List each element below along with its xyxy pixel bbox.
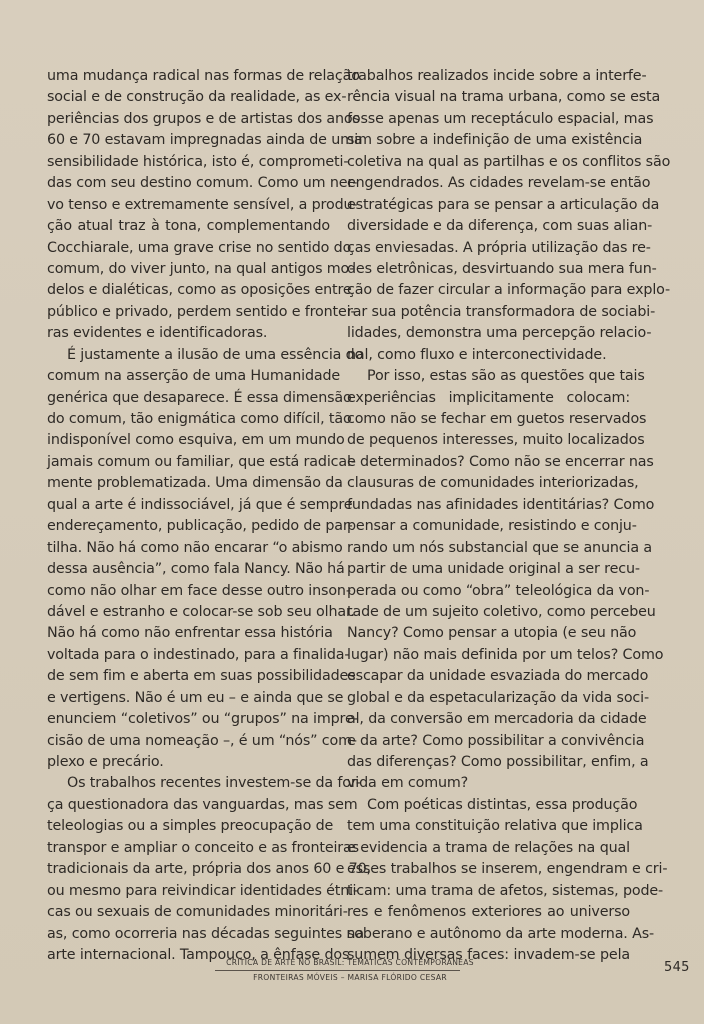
text-line: de pequenos interesses, muito localizados (347, 432, 645, 449)
text-line: Não há como não enfrentar essa história (47, 625, 333, 642)
text-line: como não olhar em face desse outro inson- (47, 582, 351, 599)
text-line: Cocchiarale, uma grave crise no sentido do (47, 239, 352, 256)
text-line: sim sobre a indefinição de uma existência (347, 132, 643, 149)
text-line: dável e estranho e colocar-se sob seu olhar. (47, 603, 355, 620)
text-line: sensibilidade histórica, isto é, comprometi- (47, 153, 349, 170)
running-footer-book-title: CRÍTICA DE ARTE NO BRASIL: TEMÁTICAS CONTEMPORÂNEAS (226, 958, 474, 967)
text-line: plexo e precário. (47, 754, 164, 770)
text-line: ras evidentes e identificadoras. (47, 325, 268, 342)
text-line: estratégicas para se pensar a articulação da (347, 196, 660, 213)
text-line: lugar) não mais definida por um telos? Como (347, 646, 664, 663)
page-number: 545 (664, 960, 690, 975)
text-line: e evidencia a trama de relações na qual (347, 839, 630, 856)
text-line: ou mesmo para reivindicar identidades étni- (47, 882, 359, 899)
text-line: trabalhos realizados incide sobre a interfe- (347, 68, 647, 84)
text-line: ção de fazer circular a informação para explo- (347, 282, 671, 299)
text-line: rar sua potência transformadora de sociabi- (347, 303, 656, 320)
text-line: e determinados? Como não se encerrar nas (347, 453, 654, 470)
text-line: tade de um sujeito coletivo, como percebeu (347, 603, 656, 620)
text-line: uma mudança radical nas formas de relação (47, 68, 360, 84)
text-line: tilha. Não há como não encarar “o abismo (47, 539, 343, 556)
text-line: 60 e 70 estavam impregnadas ainda de uma (47, 132, 363, 149)
text-line: das com seu destino comum. Como um ner- (47, 175, 358, 192)
text-line: social e de construção da realidade, as ex- (47, 89, 347, 106)
text-line: ticam: uma trama de afetos, sistemas, pode- (347, 882, 664, 899)
text-line: jamais comum ou familiar, que está radical- (47, 453, 356, 470)
text-line: público e privado, perdem sentido e frontei- (47, 303, 356, 320)
text-line: rando um nós substancial que se anuncia a (347, 539, 652, 556)
text-line: genérica que desaparece. É essa dimensão (47, 389, 352, 406)
text-line: teleologias ou a simples preocupação de (47, 818, 334, 835)
text-line: tradicionais da arte, própria dos anos 60 e 70, (47, 861, 371, 878)
footer-divider (215, 970, 460, 971)
text-line: fosse apenas um receptáculo espacial, mas (347, 110, 654, 127)
text-line: rência visual na trama urbana, como se esta (347, 89, 661, 106)
text-line: cisão de uma nomeação –, é um “nós” com- (47, 732, 357, 749)
text-line: Com poéticas distintas, essa produção (367, 796, 638, 813)
text-line: cas ou sexuais de comunidades minoritári- (47, 904, 348, 921)
text-line: nal, como fluxo e interconectividade. (347, 346, 607, 363)
text-line: diversidade e da diferença, com suas alian- (347, 218, 653, 235)
text-line: engendrados. As cidades revelam-se então (347, 175, 651, 192)
text-line: ças enviesadas. A própria utilização das re- (347, 239, 651, 256)
text-line: tem uma constituição relativa que implica (347, 818, 643, 835)
text-line: enunciem “coletivos” ou “grupos” na impre- (47, 711, 359, 728)
text-line: comum, do viver junto, na qual antigos mo- (47, 260, 355, 277)
text-line: voltada para o indestinado, para a finalida- (47, 646, 350, 663)
text-line: esses trabalhos se inserem, engendram e cri- (347, 861, 668, 878)
text-line: experiências implicitamente colocam: (347, 389, 630, 406)
text-line: como não se fechar em guetos reservados (347, 411, 647, 427)
text-line: sumem diversas faces: invadem-se pela (347, 946, 630, 963)
text-line: arte internacional. Tampouco, a ênfase dos (47, 946, 350, 963)
text-line: ção atual traz à tona, complementando (47, 218, 330, 235)
text-line: escapar da unidade esvaziada do mercado (347, 668, 649, 685)
text-line: indisponível como esquiva, em um mundo (47, 432, 345, 449)
text-line: as, como ocorreria nas décadas seguintes na (47, 925, 364, 942)
text-line: vida em comum? (347, 775, 469, 792)
right-text-column (347, 66, 671, 966)
text-line: endereçamento, publicação, pedido de par- (47, 518, 353, 535)
text-line: transpor e ampliar o conceito e as fronteiras (47, 839, 359, 856)
text-line: de sem fim e aberta em suas possibilidades (47, 668, 356, 685)
text-line: des eletrônicas, desvirtuando sua mera fun- (347, 260, 657, 277)
text-line: mente problematizada. Uma dimensão da (47, 475, 343, 492)
text-line: partir de uma unidade original a ser recu- (347, 561, 640, 578)
text-line: clausuras de comunidades interiorizadas, (347, 475, 639, 492)
text-line: É justamente a ilusão de uma essência do (67, 346, 364, 363)
text-line: global e da espetacularização da vida soci- (347, 689, 649, 706)
text-line: das diferenças? Como possibilitar, enfim, a (347, 754, 649, 770)
text-line: vo tenso e extremamente sensível, a produ- (47, 196, 358, 213)
text-line: Nancy? Como pensar a utopia (e seu não (347, 625, 637, 642)
running-footer-chapter: FRONTEIRAS MÓVEIS – MARISA FLÓRIDO CESAR (253, 973, 447, 982)
text-line: e da arte? Como possibilitar a convivência (347, 732, 645, 749)
text-line: Por isso, estas são as questões que tais (367, 368, 645, 385)
text-line: pensar a comunidade, resistindo e conju- (347, 518, 637, 535)
text-line: comum na asserção de uma Humanidade (47, 368, 341, 385)
text-line: do comum, tão enigmática como difícil, tão (47, 411, 352, 427)
text-line: ça questionadora das vanguardas, mas sem (47, 796, 358, 813)
text-line: perada ou como “obra” teleológica da von- (347, 582, 650, 599)
text-line: e vertigens. Não é um eu – e ainda que se (47, 689, 344, 706)
text-line: periências dos grupos e de artistas dos anos (47, 110, 360, 127)
text-line: Os trabalhos recentes investem-se da for- (67, 775, 361, 792)
text-line: qual a arte é indissociável, já que é sempre (47, 496, 353, 513)
text-line: al, da conversão em mercadoria da cidade (347, 711, 647, 728)
text-line: soberano e autônomo da arte moderna. As- (347, 925, 655, 942)
text-line: dessa ausência”, como fala Nancy. Não há (47, 561, 345, 578)
text-line: fundadas nas afinidades identitárias? Como (347, 496, 655, 513)
text-line: lidades, demonstra uma percepção relacio- (347, 325, 652, 342)
text-line: res e fenômenos exteriores ao universo (347, 904, 630, 921)
text-line: delos e dialéticas, como as oposições entre (47, 282, 352, 299)
text-line: coletiva na qual as partilhas e os conflitos são (347, 153, 671, 170)
